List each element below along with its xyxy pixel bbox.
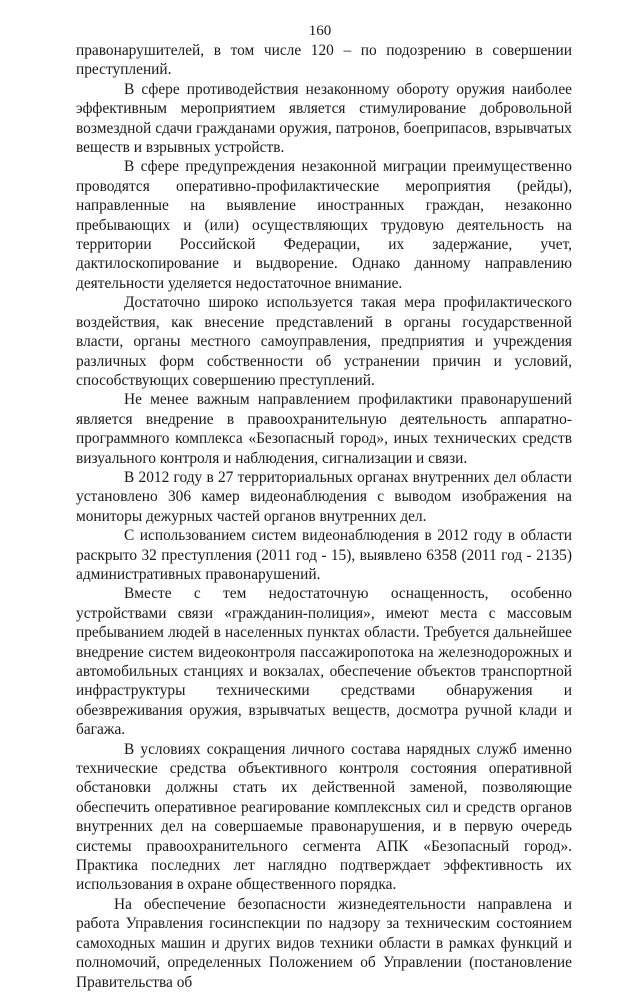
paragraph-2: В сфере противодействия незаконному обороту оружия наиболее эффективным мероприятием является стимулирование добровольной возмездной сдачи гражданами оружия, патронов, боеприпасов, взрывчатых веществ и взрывных устройств. bbox=[76, 80, 572, 157]
paragraph-7: С использованием систем видеонаблюдения в 2012 году в области раскрыто 32 преступления (2011 год - 15), выявлено 6358 (2011 год - 2135) административных правонарушений. bbox=[76, 527, 572, 583]
paragraph-9: В условиях сокращения личного состава нарядных служб именно технические средства объективного контроля состояния оперативной обстановки должны стать их действенной заменой, позволяющие обеспечить оперативное реагирование комплексных сил и средств органов внутренних дел на совершаемые правонарушения, и в первую очередь системы правоохранительного сегмента АПК «Безопасный город». Практика последних лет наглядно подтверждает эффективность их использования в охране общественного порядка. bbox=[76, 740, 572, 894]
document-body bbox=[76, 41, 572, 992]
paragraph-5: Не менее важным направлением профилактики правонарушений является внедрение в правоохранительную деятельность аппаратно-программного комплекса «Безопасный город», иных технических средств визуального контроля и наблюдения, сигнализации и связи. bbox=[76, 391, 572, 467]
paragraph-6: В 2012 году в 27 территориальных органах внутренних дел области установлено 306 камер видеонаблюдения с выводом изображения на мониторы дежурных частей органов внутренних дел. bbox=[76, 468, 572, 525]
paragraph-10: На обеспечение безопасности жизнедеятельности направлена и работа Управления госинспекции по надзору за техническим состоянием самоходных машин и других видов техники области в рамках функций и полномочий, определенных Положением об Управлении (постановление Правительства об bbox=[76, 895, 572, 991]
paragraph-3: В сфере предупреждения незаконной миграции преимущественно проводятся оперативно-профилактические мероприятия (рейды), направленные на выявление иностранных граждан, незаконно пребывающих и (или) осуществляющих трудовую деятельность на территории Российской Федерации, их задержание, учет, дактилоскопирование и выдворение. Однако данному направлению деятельности уделяется недостаточное внимание. bbox=[76, 158, 572, 292]
page-number: 160 bbox=[308, 23, 332, 39]
paragraph-8: Вместе с тем недостаточную оснащенность, особенно устройствами связи «гражданин-полиция», имеют места с массовым пребыванием людей в населенных пунктах области. Требуется дальнейшее внедрение систем видеоконтроля пассажиропотока на железнодорожных и автомобильных станциях и вокзалах, обеспечение объектов транспортной инфраструктуры техническими средствами обнаружения и обезвреживания оружия, взрывчатых веществ, досмотра ручной клади и багажа. bbox=[76, 585, 572, 739]
paragraph-4: Достаточно широко используется такая мера профилактического воздействия, как внесение представлений в органы государственной власти, органы местного самоуправления, предприятия и учреждения различных форм собственности об устранении причин и условий, способствующих совершению преступлений. bbox=[76, 294, 572, 389]
paragraph-1: правонарушителей, в том числе 120 – по подозрению в совершении преступлений. bbox=[76, 42, 572, 79]
